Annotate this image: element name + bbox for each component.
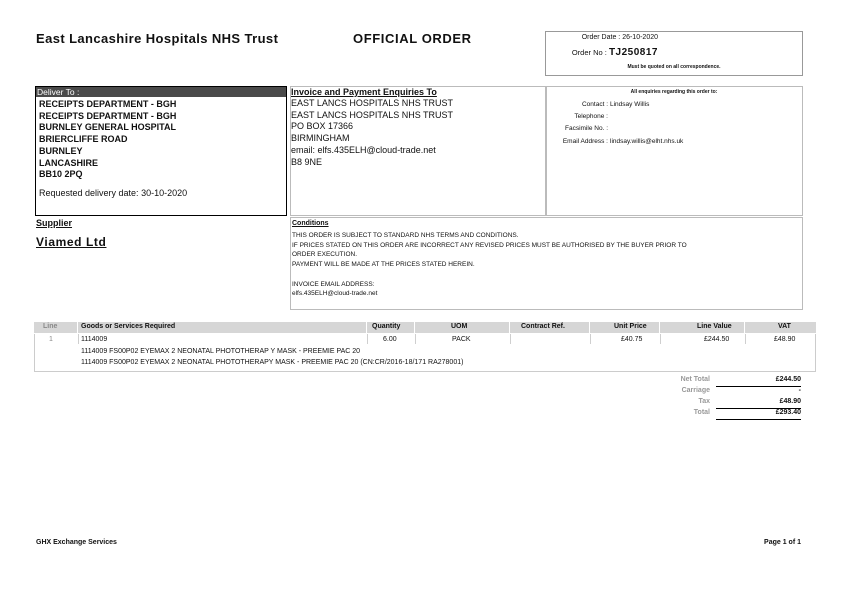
order-date-label: Order Date : <box>581 34 621 41</box>
deliver-to-heading: Deliver To : <box>36 87 286 97</box>
document-title: OFFICIAL ORDER <box>353 31 472 46</box>
address-line: RECEIPTS DEPARTMENT - BGH <box>39 110 177 121</box>
page-number: Page 1 of 1 <box>764 539 801 546</box>
column-divider <box>744 322 745 333</box>
invoice-line: B8 9NE <box>291 156 323 167</box>
condition-line: IF PRICES STATED ON THIS ORDER ARE INCORRECT ANY REVISED PRICES MUST BE AUTHORISED BY THE BUYER PRIOR TO <box>292 241 687 249</box>
contact-box <box>545 86 803 216</box>
requested-delivery-date: Requested delivery date: 30-10-2020 <box>39 188 188 198</box>
row-line-value: £244.50 <box>704 336 730 343</box>
invoice-line: EAST LANCS HOSPITALS NHS TRUST <box>291 109 454 120</box>
invoice-heading: Invoice and Payment Enquiries To <box>291 87 437 97</box>
row-quantity: 6.00 <box>383 336 397 343</box>
email-value: lindsay.willis@elht.nhs.uk <box>610 138 684 145</box>
contact-note: All enquiries regarding this order to: <box>630 89 718 95</box>
total-value: £293.40 <box>775 409 801 416</box>
conditions-text <box>292 231 797 299</box>
delivery-address <box>39 99 176 181</box>
address-line: LANCASHIRE <box>39 157 99 168</box>
facsimile-label: Facsimile No. : <box>565 125 608 132</box>
address-line: BURNLEY <box>39 145 83 156</box>
net-total-label: Net Total <box>680 376 710 383</box>
condition-line: elfs.435ELH@cloud-trade.net <box>292 290 378 298</box>
col-line-value: Line Value <box>697 323 732 330</box>
column-divider <box>367 334 368 344</box>
order-note: Must be quoted on all correspondence. <box>627 64 721 70</box>
invoice-line: email: elfs.435ELH@cloud-trade.net <box>291 144 436 155</box>
facsimile-row <box>546 125 802 135</box>
contact-row <box>546 101 802 111</box>
column-divider <box>366 322 367 333</box>
column-divider <box>510 334 511 344</box>
row-line-number: 1 <box>49 336 53 343</box>
email-row <box>546 138 802 148</box>
deliver-to-box <box>35 86 287 216</box>
row-code: 1114009 <box>81 336 108 343</box>
col-goods: Goods or Services Required <box>81 323 176 330</box>
telephone-label: Telephone : <box>574 113 608 120</box>
column-divider <box>745 334 746 344</box>
invoice-enquiries-box <box>290 86 547 216</box>
column-divider <box>659 322 660 333</box>
order-date-value: 26-10-2020 <box>622 34 658 41</box>
trust-name: East Lancashire Hospitals NHS Trust <box>36 31 279 46</box>
invoice-line: EAST LANCS HOSPITALS NHS TRUST <box>291 98 454 108</box>
condition-line: INVOICE EMAIL ADDRESS: <box>292 280 375 288</box>
condition-line: PAYMENT WILL BE MADE AT THE PRICES STATED HEREIN. <box>292 261 475 269</box>
carriage-label: Carriage <box>681 387 710 394</box>
row-description: 1114009 FS00P02 EYEMAX 2 NEONATAL PHOTOTHERAP Y MASK - PREEMIE PAC 20 <box>81 348 361 355</box>
invoice-line: BIRMINGHAM <box>291 133 350 144</box>
address-line: BRIERCLIFFE ROAD <box>39 134 128 145</box>
column-divider <box>589 322 590 333</box>
row-uom: PACK <box>452 336 471 343</box>
order-table-header <box>34 322 816 333</box>
col-unit-price: Unit Price <box>614 323 647 330</box>
address-line: RECEIPTS DEPARTMENT - BGH <box>39 99 177 109</box>
condition-line: ORDER EXECUTION. <box>292 251 358 259</box>
tax-label: Tax <box>698 398 710 405</box>
col-vat: VAT <box>778 323 791 330</box>
carriage-value: - <box>798 387 801 394</box>
contact-value: Lindsay Willis <box>610 101 650 108</box>
order-number-value: TJ250817 <box>608 47 658 58</box>
order-info-box <box>545 31 803 76</box>
column-divider <box>78 334 79 344</box>
row-unit-price: £40.75 <box>621 336 643 343</box>
contact-label: Contact : <box>581 101 608 108</box>
email-label: Email Address : <box>562 138 608 145</box>
address-line: BURNLEY GENERAL HOSPITAL <box>39 122 177 133</box>
column-divider <box>415 334 416 344</box>
condition-line: THIS ORDER IS SUBJECT TO STANDARD NHS TERMS AND CONDITIONS. <box>292 232 519 239</box>
column-divider <box>414 322 415 333</box>
supplier-name: Viamed Ltd <box>36 235 107 249</box>
condition-line <box>292 270 797 280</box>
column-divider <box>590 334 591 344</box>
col-quantity: Quantity <box>372 323 401 330</box>
table-row <box>34 334 816 372</box>
supplier-label: Supplier <box>36 218 73 228</box>
tax-value: £48.90 <box>779 398 801 405</box>
column-divider <box>509 322 510 333</box>
row-vat: £48.90 <box>774 336 796 343</box>
column-divider <box>660 334 661 344</box>
col-line: Line <box>43 323 58 330</box>
order-number-label: Order No : <box>571 48 607 57</box>
order-date-row <box>546 34 658 41</box>
row-description-contract: 1114009 FS00P02 EYEMAX 2 NEONATAL PHOTOTHERAPY MASK - PREEMIE PAC 20 (CN:CR/2016-18/171 RA278001) <box>81 359 464 366</box>
invoice-line: PO BOX 17366 <box>291 121 354 132</box>
col-uom: UOM <box>451 323 468 330</box>
col-contract: Contract Ref. <box>521 323 565 330</box>
column-divider <box>77 322 78 333</box>
conditions-heading: Conditions <box>292 220 329 227</box>
total-rule <box>716 419 801 420</box>
net-total-value: £244.50 <box>775 376 801 383</box>
telephone-row <box>546 113 802 123</box>
total-label: Total <box>693 409 710 416</box>
conditions-box <box>290 217 803 310</box>
invoice-address <box>291 98 453 168</box>
footer-source: GHX Exchange Services <box>36 539 117 546</box>
order-number-row <box>546 47 658 58</box>
address-line: BB10 2PQ <box>39 169 83 180</box>
